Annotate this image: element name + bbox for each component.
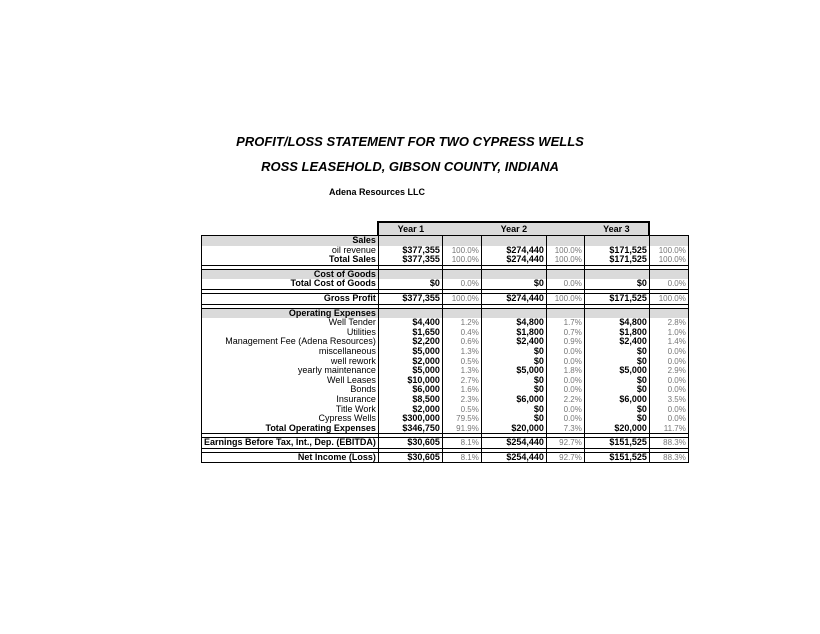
- year-1-amount: $5,000: [378, 347, 442, 357]
- year-2-amount: $5,000: [481, 366, 546, 376]
- year-3-percent: 0.0%: [649, 376, 688, 386]
- year-3-amount: $0: [584, 385, 649, 395]
- year-2-amount: $274,440: [481, 293, 546, 304]
- section-header-cogs: [202, 269, 689, 279]
- year-3-amount: $0: [584, 376, 649, 386]
- year-2-percent: 2.2%: [546, 395, 584, 405]
- year-3-percent: 11.7%: [649, 424, 688, 434]
- year-1-amount: $5,000: [378, 366, 442, 376]
- year-3-amount: $0: [584, 414, 649, 424]
- year-3-percent: 2.8%: [649, 318, 688, 328]
- year-3-amount: $0: [584, 279, 649, 289]
- year-1-amount: $377,355: [378, 255, 442, 265]
- year-1-percent: 0.5%: [442, 357, 481, 367]
- year-3-percent: 0.0%: [649, 357, 688, 367]
- row-label: Cypress Wells: [202, 414, 379, 424]
- row-label: Title Work: [202, 405, 379, 415]
- row-label: Well Leases: [202, 376, 379, 386]
- year-2-percent: 0.0%: [546, 385, 584, 395]
- row-well-leases: [202, 376, 689, 386]
- year-3-amount: $5,000: [584, 366, 649, 376]
- year-2-percent: 92.7%: [546, 438, 584, 449]
- year-3-percent: 88.3%: [649, 438, 688, 449]
- year-3-amount: $151,525: [584, 438, 649, 449]
- year-3-percent: 0.0%: [649, 405, 688, 415]
- year-3-percent: 0.0%: [649, 347, 688, 357]
- year-2-amount: $254,440: [481, 438, 546, 449]
- statement-subtitle: ROSS LEASEHOLD, GIBSON COUNTY, INDIANA: [261, 159, 559, 174]
- year-2-percent: 0.7%: [546, 328, 584, 338]
- year-2-amount: $274,440: [481, 255, 546, 265]
- year-3-percent: 3.5%: [649, 395, 688, 405]
- year-2-percent: 1.8%: [546, 366, 584, 376]
- year-header-row: [202, 222, 689, 236]
- year-1-amount: $30,605: [378, 438, 442, 449]
- row-mgmt-fee: [202, 337, 689, 347]
- year-3-percent: 88.3%: [649, 452, 688, 463]
- year-2-percent: 0.0%: [546, 357, 584, 367]
- year-2-amount: $0: [481, 347, 546, 357]
- row-ebitda: [202, 438, 689, 449]
- year-1-percent: 0.6%: [442, 337, 481, 347]
- year-3-percent: 2.9%: [649, 366, 688, 376]
- year-1-amount: $1,650: [378, 328, 442, 338]
- row-yearly-maint: [202, 366, 689, 376]
- section-label: Sales: [202, 236, 379, 246]
- year-3-amount: $0: [584, 347, 649, 357]
- section-header-opex: [202, 308, 689, 318]
- year-1-percent: 79.5%: [442, 414, 481, 424]
- year-3-amount: $4,800: [584, 318, 649, 328]
- year-2-percent: 100.0%: [546, 255, 584, 265]
- section-label: Operating Expenses: [202, 308, 379, 318]
- year-2-percent: 0.0%: [546, 376, 584, 386]
- year-1-percent: 1.2%: [442, 318, 481, 328]
- year-3-percent: 100.0%: [649, 246, 688, 256]
- year-1-percent: 2.3%: [442, 395, 481, 405]
- year-3-percent: 0.0%: [649, 414, 688, 424]
- year-1-amount: $8,500: [378, 395, 442, 405]
- year-2-amount: $6,000: [481, 395, 546, 405]
- year-3-percent: 0.0%: [649, 279, 688, 289]
- year-3-amount: $171,525: [584, 293, 649, 304]
- year-1-amount: $2,200: [378, 337, 442, 347]
- year-2-amount: $274,440: [481, 246, 546, 256]
- row-label: Utilities: [202, 328, 379, 338]
- year-1-percent: 91.9%: [442, 424, 481, 434]
- year-3-percent: 100.0%: [649, 293, 688, 304]
- year-2-percent: 100.0%: [546, 293, 584, 304]
- year-1-percent: 0.5%: [442, 405, 481, 415]
- row-insurance: [202, 395, 689, 405]
- year-1-percent: 1.6%: [442, 385, 481, 395]
- company-name: Adena Resources LLC: [329, 187, 426, 197]
- year-1-percent: 1.3%: [442, 347, 481, 357]
- year-1-header: Year 1: [378, 222, 442, 236]
- row-label: Gross Profit: [202, 293, 379, 304]
- year-3-amount: $0: [584, 357, 649, 367]
- year-1-percent: 0.0%: [442, 279, 481, 289]
- year-2-amount: $4,800: [481, 318, 546, 328]
- statement-title: PROFIT/LOSS STATEMENT FOR TWO CYPRESS WELLS: [236, 134, 584, 149]
- row-label: Bonds: [202, 385, 379, 395]
- year-2-percent: 0.0%: [546, 414, 584, 424]
- row-label: Insurance: [202, 395, 379, 405]
- row-label: Total Sales: [202, 255, 379, 265]
- row-label: miscellaneous: [202, 347, 379, 357]
- year-1-amount: $6,000: [378, 385, 442, 395]
- year-1-percent: 1.3%: [442, 366, 481, 376]
- year-1-amount: $2,000: [378, 405, 442, 415]
- year-2-header: Year 2: [481, 222, 546, 236]
- year-2-amount: $1,800: [481, 328, 546, 338]
- year-1-amount: $2,000: [378, 357, 442, 367]
- year-2-amount: $254,440: [481, 452, 546, 463]
- year-3-header: Year 3: [584, 222, 649, 236]
- year-1-amount: $377,355: [378, 246, 442, 256]
- row-label: Total Cost of Goods: [202, 279, 379, 289]
- year-2-amount: $0: [481, 414, 546, 424]
- row-total-sales: [202, 255, 689, 265]
- year-3-amount: $6,000: [584, 395, 649, 405]
- section-header-sales: [202, 236, 689, 246]
- year-1-amount: $377,355: [378, 293, 442, 304]
- year-3-percent: 100.0%: [649, 255, 688, 265]
- year-3-percent: 1.4%: [649, 337, 688, 347]
- row-label: yearly maintenance: [202, 366, 379, 376]
- row-utilities: [202, 328, 689, 338]
- row-cypress-wells: [202, 414, 689, 424]
- year-2-percent: 92.7%: [546, 452, 584, 463]
- row-well-rework: [202, 357, 689, 367]
- year-2-percent: 0.9%: [546, 337, 584, 347]
- year-2-amount: $2,400: [481, 337, 546, 347]
- row-well-tender: [202, 318, 689, 328]
- year-2-amount: $0: [481, 376, 546, 386]
- row-label: oil revenue: [202, 246, 379, 256]
- year-3-amount: $0: [584, 405, 649, 415]
- row-net-income: [202, 452, 689, 463]
- year-2-percent: 7.3%: [546, 424, 584, 434]
- row-oil-revenue: [202, 246, 689, 256]
- row-label: Management Fee (Adena Resources): [202, 337, 379, 347]
- year-1-percent: 100.0%: [442, 293, 481, 304]
- row-label: well rework: [202, 357, 379, 367]
- row-misc: [202, 347, 689, 357]
- year-1-amount: $10,000: [378, 376, 442, 386]
- year-3-percent: 0.0%: [649, 385, 688, 395]
- year-1-percent: 100.0%: [442, 246, 481, 256]
- year-3-amount: $171,525: [584, 255, 649, 265]
- year-3-percent: 1.0%: [649, 328, 688, 338]
- year-2-amount: $0: [481, 279, 546, 289]
- row-total-cogs: [202, 279, 689, 289]
- row-total-opex: [202, 424, 689, 434]
- year-1-amount: $30,605: [378, 452, 442, 463]
- year-1-amount: $0: [378, 279, 442, 289]
- year-2-percent: 0.0%: [546, 405, 584, 415]
- row-label: Total Operating Expenses: [202, 424, 379, 434]
- row-bonds: [202, 385, 689, 395]
- year-3-amount: $1,800: [584, 328, 649, 338]
- section-label: Cost of Goods: [202, 269, 379, 279]
- year-2-amount: $0: [481, 385, 546, 395]
- year-2-amount: $20,000: [481, 424, 546, 434]
- year-2-percent: 0.0%: [546, 347, 584, 357]
- profit-loss-table: [201, 221, 689, 463]
- year-1-percent: 0.4%: [442, 328, 481, 338]
- row-gross-profit: [202, 293, 689, 304]
- year-1-percent: 2.7%: [442, 376, 481, 386]
- year-3-amount: $20,000: [584, 424, 649, 434]
- row-label: Net Income (Loss): [202, 452, 379, 463]
- row-label: Earnings Before Tax, Int., Dep. (EBITDA): [202, 438, 379, 449]
- row-title-work: [202, 405, 689, 415]
- year-2-amount: $0: [481, 357, 546, 367]
- year-2-percent: 100.0%: [546, 246, 584, 256]
- year-3-amount: $151,525: [584, 452, 649, 463]
- year-1-percent: 8.1%: [442, 438, 481, 449]
- year-3-amount: $171,525: [584, 246, 649, 256]
- year-2-percent: 0.0%: [546, 279, 584, 289]
- year-1-amount: $4,400: [378, 318, 442, 328]
- year-1-percent: 8.1%: [442, 452, 481, 463]
- year-1-percent: 100.0%: [442, 255, 481, 265]
- year-3-amount: $2,400: [584, 337, 649, 347]
- year-2-amount: $0: [481, 405, 546, 415]
- year-1-amount: $300,000: [378, 414, 442, 424]
- year-2-percent: 1.7%: [546, 318, 584, 328]
- row-label: Well Tender: [202, 318, 379, 328]
- year-1-amount: $346,750: [378, 424, 442, 434]
